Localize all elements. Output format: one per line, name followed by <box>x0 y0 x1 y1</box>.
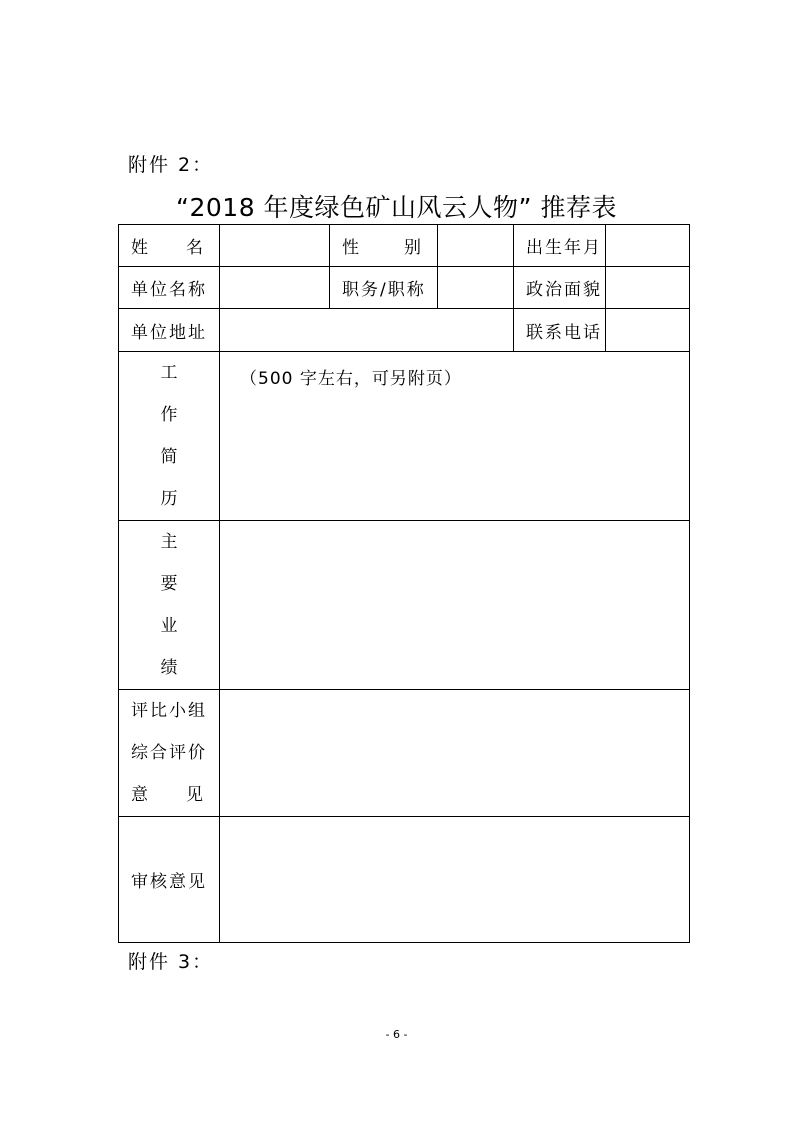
birth-label: 出生年月 <box>514 225 606 267</box>
form-title: “2018 年度绿色矿山风云人物” 推荐表 <box>176 193 617 222</box>
phone-label: 联系电话 <box>514 309 606 352</box>
page-number: - 6 - <box>385 1028 408 1041</box>
evaluation-field[interactable] <box>220 690 690 817</box>
unit-address-label: 单位地址 <box>119 309 220 352</box>
review-label: 审核意见 <box>119 817 220 943</box>
attachment-label-next: 附件 3： <box>128 951 214 973</box>
unit-name-label: 单位名称 <box>119 267 220 309</box>
name-field[interactable] <box>220 225 330 267</box>
name-label: 姓 名 <box>119 225 220 267</box>
gender-label: 性 别 <box>330 225 438 267</box>
evaluation-label: 评比小组 综合评价 意 见 <box>119 690 220 817</box>
unit-name-field[interactable] <box>220 267 330 309</box>
achievements-field[interactable] <box>220 521 690 690</box>
position-label: 职务/职称 <box>330 267 438 309</box>
review-field[interactable] <box>220 817 690 943</box>
work-history-field[interactable] <box>220 352 690 521</box>
attachment-label: 附件 2： <box>128 154 214 176</box>
unit-address-field[interactable] <box>220 309 514 352</box>
achievements-label: 主 要 业 绩 <box>119 521 220 690</box>
work-history-label: 工 作 简 历 <box>119 352 220 521</box>
gender-field[interactable] <box>438 225 514 267</box>
birth-field[interactable] <box>606 225 690 267</box>
political-label: 政治面貌 <box>514 267 606 309</box>
work-history-note: （500 字左右，可另附页） <box>240 369 462 389</box>
political-field[interactable] <box>606 267 690 309</box>
phone-field[interactable] <box>606 309 690 352</box>
position-field[interactable] <box>438 267 514 309</box>
recommendation-form <box>118 224 690 943</box>
